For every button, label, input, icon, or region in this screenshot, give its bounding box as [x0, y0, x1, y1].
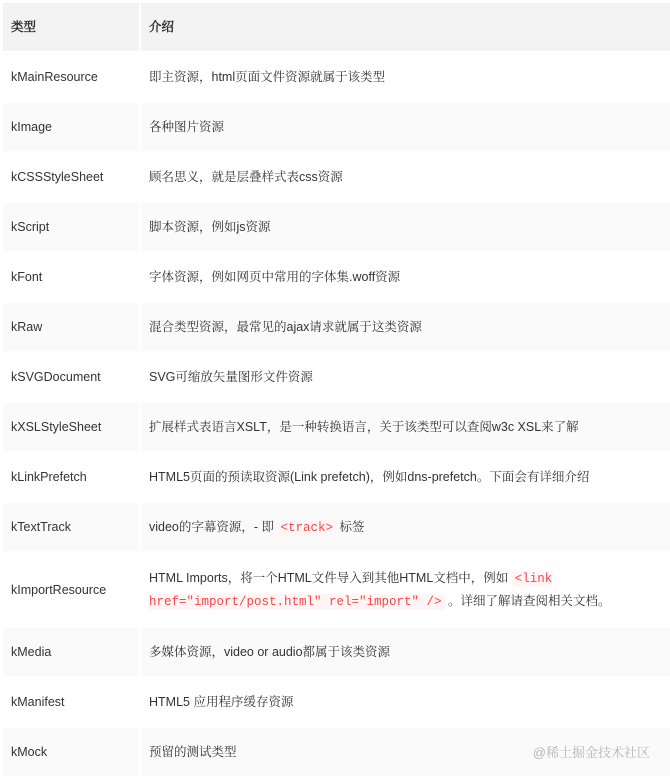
desc-cell: [141, 203, 670, 251]
desc-cell: [141, 303, 670, 351]
desc-text: 扩展样式表语言XSLT，是一种转换语言，关于该类型可以查阅w3c XSL来了解: [149, 420, 579, 434]
desc-cell: [141, 453, 670, 501]
desc-text: 混合类型资源，最常见的ajax请求就属于这类资源: [149, 320, 422, 334]
desc-cell: [141, 103, 670, 151]
desc-cell: [141, 153, 670, 201]
table-row: [3, 403, 670, 451]
table-row: [3, 353, 670, 401]
type-cell: kManifest: [11, 695, 65, 709]
desc-text: HTML5页面的预读取资源(Link prefetch)，例如dns-prefetch。下面会有详细介绍: [149, 470, 590, 484]
desc-cell: [141, 503, 670, 551]
desc-text: HTML Imports，将一个HTML文件导入到其他HTML文档中，例如: [149, 570, 512, 585]
type-cell: kLinkPrefetch: [11, 470, 87, 484]
desc-text: video的字幕资源，- 即: [149, 519, 278, 534]
type-cell: kMock: [3, 728, 139, 776]
desc-text-after: 标签: [336, 519, 365, 534]
table-row: [3, 628, 670, 676]
watermark: @稀土掘金技术社区: [532, 745, 650, 760]
type-cell: kImage: [3, 103, 139, 151]
desc-cell: [141, 628, 670, 676]
table-row: [3, 253, 670, 301]
desc-cell: [141, 253, 670, 301]
resource-type-table: [1, 1, 670, 778]
desc-text: SVG可缩放矢量图形文件资源: [149, 370, 313, 384]
table-row: [3, 153, 670, 201]
desc-cell: [141, 53, 670, 101]
type-cell: kScript: [3, 203, 139, 251]
table-header: [3, 3, 670, 51]
type-cell: kMedia: [3, 628, 139, 676]
desc-text: 多媒体资源，video or audio都属于该类资源: [149, 645, 391, 659]
desc-cell: [141, 553, 670, 626]
desc-text: 顾名思义，就是层叠样式表css资源: [149, 170, 343, 184]
type-cell: kMainResource: [11, 70, 98, 84]
type-cell: kXSLStyleSheet: [3, 403, 139, 451]
desc-text-after: 。详细了解请查阅相关文档。: [444, 593, 611, 608]
type-cell: kFont: [11, 270, 43, 284]
table-row: [3, 203, 670, 251]
table-row: [3, 678, 670, 726]
type-cell: kRaw: [3, 303, 139, 351]
table-row: [3, 553, 670, 626]
code-snippet: <track>: [278, 520, 337, 536]
type-cell: kSVGDocument: [11, 370, 101, 384]
type-cell: kTextTrack: [3, 503, 139, 551]
table-row: [3, 453, 670, 501]
header-desc: 介绍: [141, 3, 670, 51]
desc-text: 各种图片资源: [149, 120, 225, 134]
type-cell: kCSSStyleSheet: [11, 170, 104, 184]
desc-text: 预留的测试类型: [149, 745, 237, 759]
desc-cell: [141, 678, 670, 726]
table-row: [3, 303, 670, 351]
desc-text: 即主资源，html页面文件资源就属于该类型: [149, 70, 386, 84]
code-snippet: <link href="import/post.html" rel="import" />: [149, 571, 553, 609]
table-row: [3, 103, 670, 151]
desc-cell: [141, 353, 670, 401]
header-type: 类型: [3, 3, 139, 51]
desc-cell: [141, 403, 670, 451]
type-cell: kImportResource: [11, 582, 107, 597]
desc-text: HTML5 应用程序缓存资源: [149, 695, 294, 709]
table-row: [3, 53, 670, 101]
desc-text: 脚本资源，例如js资源: [149, 220, 271, 234]
desc-text: 字体资源，例如网页中常用的字体集.woff资源: [149, 270, 401, 284]
table-row: [3, 503, 670, 551]
